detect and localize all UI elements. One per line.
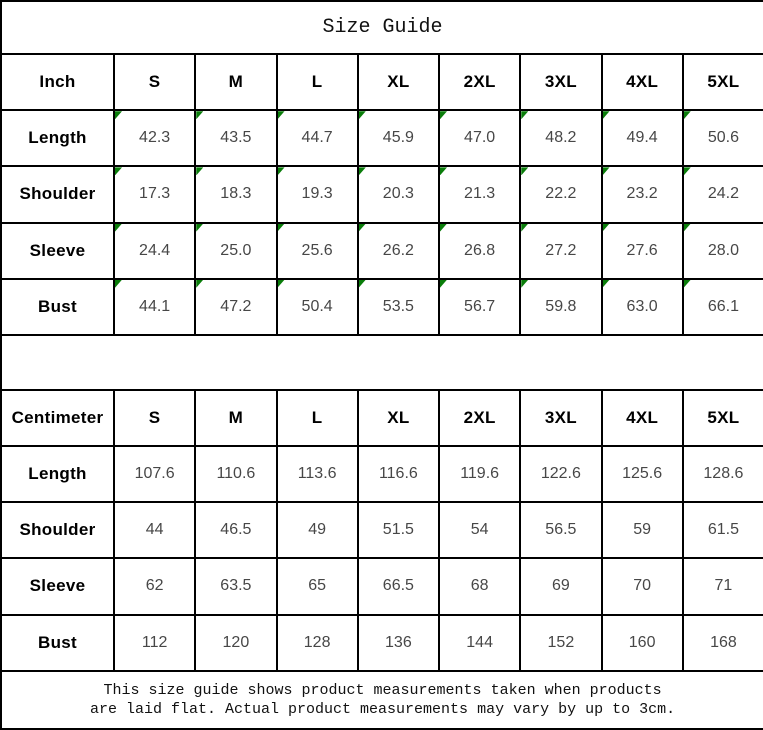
inch-bust-row (1, 279, 763, 335)
title-row (1, 1, 763, 54)
corner-marker-icon (115, 167, 122, 175)
measurement-value: 113.6 (297, 465, 337, 483)
measurement-value: 110.6 (216, 465, 256, 483)
measurement-cell (602, 166, 683, 222)
corner-marker-icon (115, 280, 122, 288)
corner-marker-icon (603, 167, 610, 175)
measurement-value: 44.1 (139, 297, 171, 315)
corner-marker-icon (684, 224, 691, 232)
measurement-cell (114, 223, 195, 279)
corner-marker-icon (359, 111, 366, 119)
cm-bust-row (1, 615, 763, 671)
measurement-value: 68 (470, 577, 489, 595)
measurement-cell (277, 558, 358, 614)
measurement-cell (277, 279, 358, 335)
measurement-value: 21.3 (464, 185, 496, 203)
measurement-value: 43.5 (220, 129, 252, 147)
measurement-cell (683, 615, 763, 671)
spacer-row (1, 335, 763, 390)
measurement-cell (358, 166, 439, 222)
measurement-value: 50.4 (301, 297, 333, 315)
measurement-cell (277, 615, 358, 671)
measurement-value: 50.6 (707, 129, 739, 147)
measurement-cell (195, 502, 276, 558)
measurement-cell (195, 166, 276, 222)
corner-marker-icon (603, 224, 610, 232)
measurement-value: 26.8 (464, 241, 496, 259)
column-header-l: L (277, 54, 358, 110)
measurement-cell (602, 279, 683, 335)
measurement-value: 160 (628, 633, 656, 651)
measurement-cell (602, 615, 683, 671)
measurement-value: 24.4 (139, 241, 171, 259)
corner-marker-icon (278, 167, 285, 175)
column-header-2xl: 2XL (439, 390, 520, 446)
column-header-3xl: 3XL (520, 54, 601, 110)
measurement-value: 168 (710, 633, 737, 651)
measurement-value: 59.8 (545, 297, 577, 315)
column-header-m: M (195, 390, 276, 446)
measurement-cell (195, 446, 276, 502)
measurement-cell (520, 615, 601, 671)
measurement-cell (439, 166, 520, 222)
inch-header-row (1, 54, 763, 110)
measurement-cell (358, 110, 439, 166)
measurement-value: 42.3 (139, 129, 171, 147)
corner-marker-icon (521, 167, 528, 175)
measurement-value: 128.6 (703, 465, 744, 483)
measurement-value: 66.5 (382, 577, 414, 595)
row-label-bust: Bust (1, 615, 114, 671)
spacer-cell (1, 335, 763, 390)
row-label-sleeve: Sleeve (1, 558, 114, 614)
row-label-shoulder: Shoulder (1, 166, 114, 222)
measurement-cell (277, 110, 358, 166)
measurement-cell (520, 502, 601, 558)
measurement-cell (439, 110, 520, 166)
corner-marker-icon (684, 280, 691, 288)
measurement-cell (358, 446, 439, 502)
measurement-value: 25.0 (220, 241, 252, 259)
cm-length-row (1, 446, 763, 502)
measurement-cell (683, 166, 763, 222)
measurement-value: 47.2 (220, 297, 252, 315)
measurement-value: 46.5 (220, 521, 252, 539)
measurement-value: 152 (547, 633, 575, 651)
measurement-cell (358, 558, 439, 614)
measurement-cell (683, 446, 763, 502)
corner-marker-icon (278, 111, 285, 119)
measurement-cell (439, 446, 520, 502)
footer-note (1, 671, 763, 729)
measurement-cell (683, 110, 763, 166)
measurement-value: 144 (466, 633, 493, 651)
column-header-l: L (277, 390, 358, 446)
measurement-cell (602, 558, 683, 614)
row-label-bust: Bust (1, 279, 114, 335)
measurement-cell (439, 223, 520, 279)
corner-marker-icon (603, 111, 610, 119)
measurement-cell (114, 110, 195, 166)
column-header-5xl: 5XL (683, 390, 763, 446)
measurement-value: 69 (551, 577, 570, 595)
corner-marker-icon (440, 280, 447, 288)
measurement-value: 63.0 (626, 297, 658, 315)
measurement-value: 44.7 (301, 129, 333, 147)
corner-marker-icon (196, 224, 203, 232)
measurement-value: 112 (141, 633, 168, 651)
measurement-value: 24.2 (707, 185, 739, 203)
measurement-cell (277, 223, 358, 279)
unit-label-centimeter: Centimeter (1, 390, 114, 446)
corner-marker-icon (684, 167, 691, 175)
inch-length-row (1, 110, 763, 166)
measurement-cell (195, 615, 276, 671)
measurement-cell (683, 502, 763, 558)
measurement-cell (520, 558, 601, 614)
measurement-value: 70 (633, 577, 652, 595)
measurement-value: 61.5 (707, 521, 739, 539)
measurement-value: 51.5 (382, 521, 414, 539)
measurement-cell (195, 279, 276, 335)
corner-marker-icon (440, 224, 447, 232)
measurement-value: 18.3 (220, 185, 252, 203)
column-header-s: S (114, 54, 195, 110)
measurement-value: 20.3 (382, 185, 414, 203)
corner-marker-icon (521, 224, 528, 232)
measurement-cell (602, 502, 683, 558)
corner-marker-icon (278, 224, 285, 232)
measurement-cell (358, 502, 439, 558)
measurement-cell (358, 615, 439, 671)
corner-marker-icon (521, 280, 528, 288)
measurement-cell (520, 279, 601, 335)
measurement-cell (520, 223, 601, 279)
measurement-value: 17.3 (139, 185, 171, 203)
measurement-cell (277, 502, 358, 558)
unit-label-inch: Inch (1, 54, 114, 110)
measurement-cell (520, 166, 601, 222)
measurement-value: 116.6 (378, 465, 418, 483)
measurement-value: 128 (303, 633, 331, 651)
measurement-cell (602, 446, 683, 502)
measurement-value: 27.6 (626, 241, 658, 259)
measurement-value: 65 (308, 577, 327, 595)
measurement-cell (195, 558, 276, 614)
measurement-cell (114, 279, 195, 335)
measurement-value: 26.2 (382, 241, 414, 259)
measurement-value: 49 (308, 521, 327, 539)
corner-marker-icon (684, 111, 691, 119)
measurement-cell (439, 502, 520, 558)
measurement-cell (602, 110, 683, 166)
row-label-shoulder: Shoulder (1, 502, 114, 558)
corner-marker-icon (603, 280, 610, 288)
inch-shoulder-row (1, 166, 763, 222)
column-header-3xl: 3XL (520, 390, 601, 446)
page-title: Size Guide (1, 1, 763, 54)
measurement-value: 120 (222, 633, 250, 651)
row-label-length: Length (1, 110, 114, 166)
measurement-value: 59 (633, 521, 652, 539)
measurement-cell (114, 615, 195, 671)
measurement-cell (277, 166, 358, 222)
column-header-4xl: 4XL (602, 390, 683, 446)
column-header-5xl: 5XL (683, 54, 763, 110)
footer-row (1, 671, 763, 729)
corner-marker-icon (115, 224, 122, 232)
measurement-cell (114, 166, 195, 222)
measurement-value: 53.5 (382, 297, 414, 315)
footer-line1: This size guide shows product measurements taken when products (103, 681, 662, 699)
measurement-value: 45.9 (382, 129, 414, 147)
corner-marker-icon (521, 111, 528, 119)
measurement-value: 56.5 (545, 521, 577, 539)
measurement-value: 136 (385, 633, 412, 651)
measurement-value: 66.1 (707, 297, 739, 315)
measurement-cell (114, 502, 195, 558)
measurement-cell (602, 223, 683, 279)
measurement-cell (439, 558, 520, 614)
measurement-cell (439, 615, 520, 671)
corner-marker-icon (359, 167, 366, 175)
cm-shoulder-row (1, 502, 763, 558)
row-label-sleeve: Sleeve (1, 223, 114, 279)
measurement-value: 47.0 (464, 129, 496, 147)
measurement-cell (358, 223, 439, 279)
measurement-value: 56.7 (464, 297, 496, 315)
measurement-cell (520, 110, 601, 166)
column-header-xl: XL (358, 54, 439, 110)
measurement-value: 25.6 (301, 241, 333, 259)
measurement-value: 119.6 (460, 465, 500, 483)
corner-marker-icon (278, 280, 285, 288)
column-header-4xl: 4XL (602, 54, 683, 110)
corner-marker-icon (359, 224, 366, 232)
measurement-value: 62 (145, 577, 164, 595)
column-header-s: S (114, 390, 195, 446)
measurement-value: 19.3 (301, 185, 333, 203)
measurement-value: 71 (714, 577, 733, 595)
corner-marker-icon (359, 280, 366, 288)
measurement-cell (683, 558, 763, 614)
corner-marker-icon (440, 167, 447, 175)
cm-sleeve-row (1, 558, 763, 614)
measurement-cell (358, 279, 439, 335)
measurement-value: 122.6 (540, 465, 581, 483)
measurement-cell (195, 110, 276, 166)
measurement-cell (277, 446, 358, 502)
column-header-xl: XL (358, 390, 439, 446)
measurement-cell (520, 446, 601, 502)
measurement-value: 63.5 (220, 577, 252, 595)
measurement-value: 125.6 (622, 465, 663, 483)
footer-line2: are laid flat. Actual product measurements may vary by up to 3cm. (90, 700, 676, 718)
measurement-cell (439, 279, 520, 335)
measurement-cell (683, 279, 763, 335)
measurement-value: 48.2 (545, 129, 577, 147)
corner-marker-icon (115, 111, 122, 119)
measurement-cell (683, 223, 763, 279)
row-label-length: Length (1, 446, 114, 502)
measurement-cell (114, 558, 195, 614)
corner-marker-icon (440, 111, 447, 119)
column-header-2xl: 2XL (439, 54, 520, 110)
measurement-value: 49.4 (626, 129, 658, 147)
corner-marker-icon (196, 167, 203, 175)
corner-marker-icon (196, 280, 203, 288)
measurement-value: 22.2 (545, 185, 577, 203)
measurement-value: 28.0 (707, 241, 739, 259)
measurement-value: 23.2 (626, 185, 658, 203)
measurement-value: 54 (470, 521, 489, 539)
cm-header-row (1, 390, 763, 446)
corner-marker-icon (196, 111, 203, 119)
inch-sleeve-row (1, 223, 763, 279)
measurement-value: 107.6 (134, 465, 175, 483)
measurement-value: 44 (145, 521, 164, 539)
measurement-value: 27.2 (545, 241, 577, 259)
measurement-cell (114, 446, 195, 502)
column-header-m: M (195, 54, 276, 110)
measurement-cell (195, 223, 276, 279)
